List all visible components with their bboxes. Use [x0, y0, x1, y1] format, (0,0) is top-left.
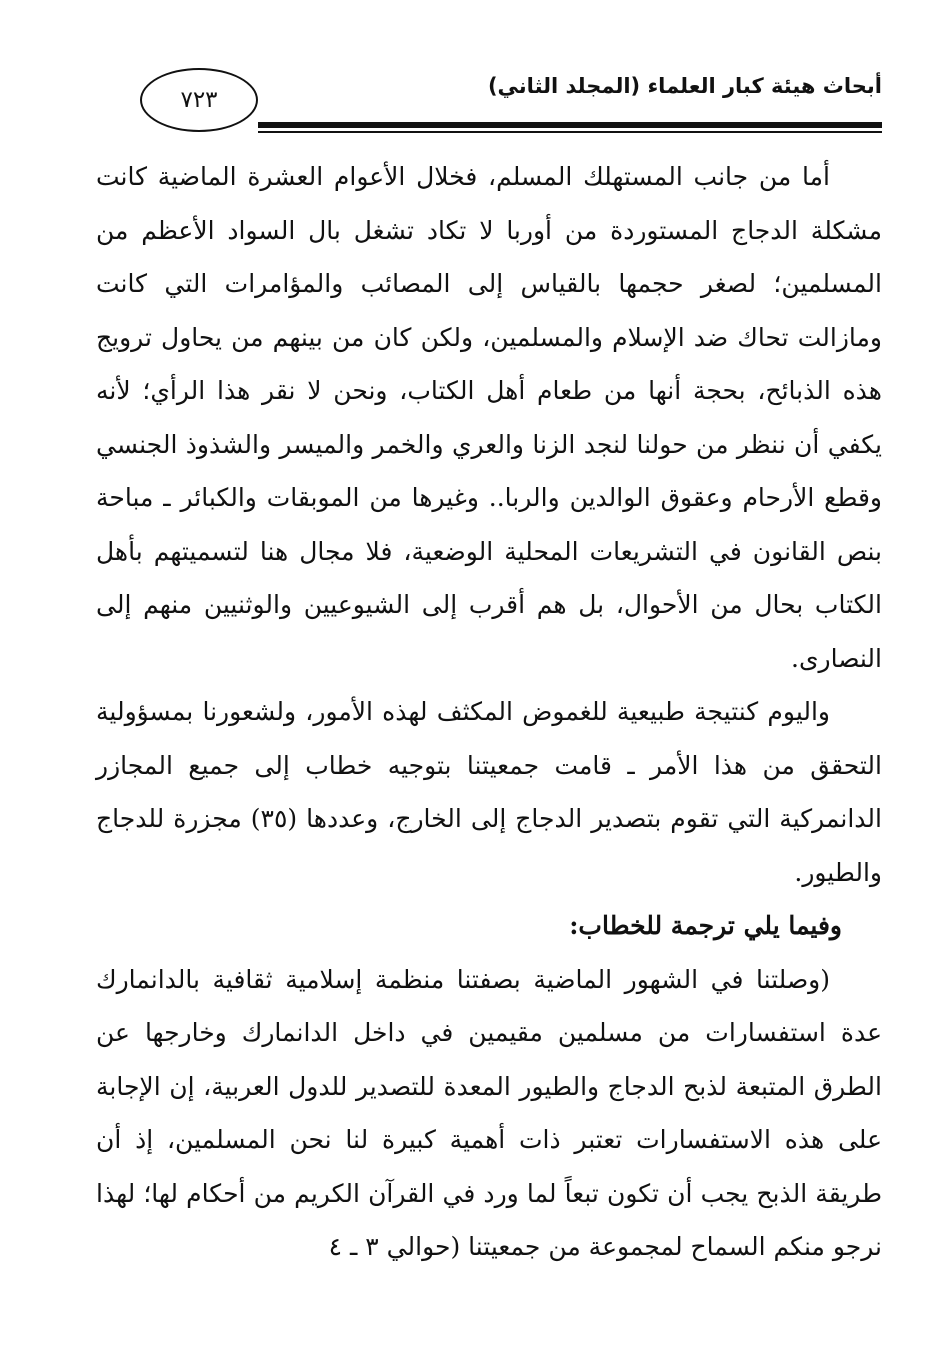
paragraph: (وصلتنا في الشهور الماضية بصفتنا منظمة إسلامية ثقافية بالدانمارك عدة استفسارات من مسلمين مقيمين في داخل الدانمارك وخارجها عن الطرق المتبعة لذبح الدجاج والطيور المعدة للتصدير للدول العربية، إن الإجابة على هذه الاستفسارات تعتبر ذات أهمية كبيرة لنا نحن المسلمين، إذ أن طريقة الذبح يجب أن تكون تبعاً لما ورد في القرآن الكريم من أحكام لها؛ لهذا نرجو منكم السماح لمجموعة من جمعيتنا (حوالي ٣ ـ ٤ [96, 964, 882, 1261]
header-rule-thin [258, 131, 882, 133]
page-number: ٧٢٣ [140, 68, 258, 132]
paragraph: أما من جانب المستهلك المسلم، فخلال الأعوام العشرة الماضية كانت مشكلة الدجاج المستوردة من أوربا لا تكاد تشغل بال السواد الأعظم من المسلمين؛ لصغر حجمها بالقياس إلى المصائب والمؤامرات التي كانت ومازالت تحاك ضد الإسلام والمسلمين، ولكن كان من بينهم من يحاول ترويج هذه الذبائح، بحجة أنها من طعام أهل الكتاب، ونحن لا نقر هذا الرأي؛ لأنه يكفي أن ننظر من حولنا لنجد الزنا والعري والخمر والميسر والشذوذ الجنسي وقطع الأرحام وعقوق الوالدين والربا.. وغيرها من الموبقات والكبائر ـ مباحة بنص القانون في التشريعات المحلية الوضعية، فلا مجال هنا لتسميتهم بأهل الكتاب بحال من الأحوال، بل هم أقرب إلى الشيوعيين والوثنيين منهم إلى النصارى. [96, 162, 882, 673]
header-rule-thick [258, 122, 882, 128]
running-header-title: أبحاث هيئة كبار العلماء (المجلد الثاني) [487, 74, 882, 98]
letter-translation-heading: وفيما يلي ترجمة للخطاب: [569, 911, 842, 940]
paragraph: واليوم كنتيجة طبيعية للغموض المكثف لهذه الأمور، ولشعورنا بمسؤولية التحقق من هذا الأمر ـ قامت جمعيتنا بتوجيه خطاب إلى جميع المجازر الدانمركية التي تقوم بتصدير الدجاج إلى الخارج، وعددها (٣٥) مجزرة للدجاج والطيور. [96, 697, 882, 887]
body-text [96, 150, 882, 1274]
